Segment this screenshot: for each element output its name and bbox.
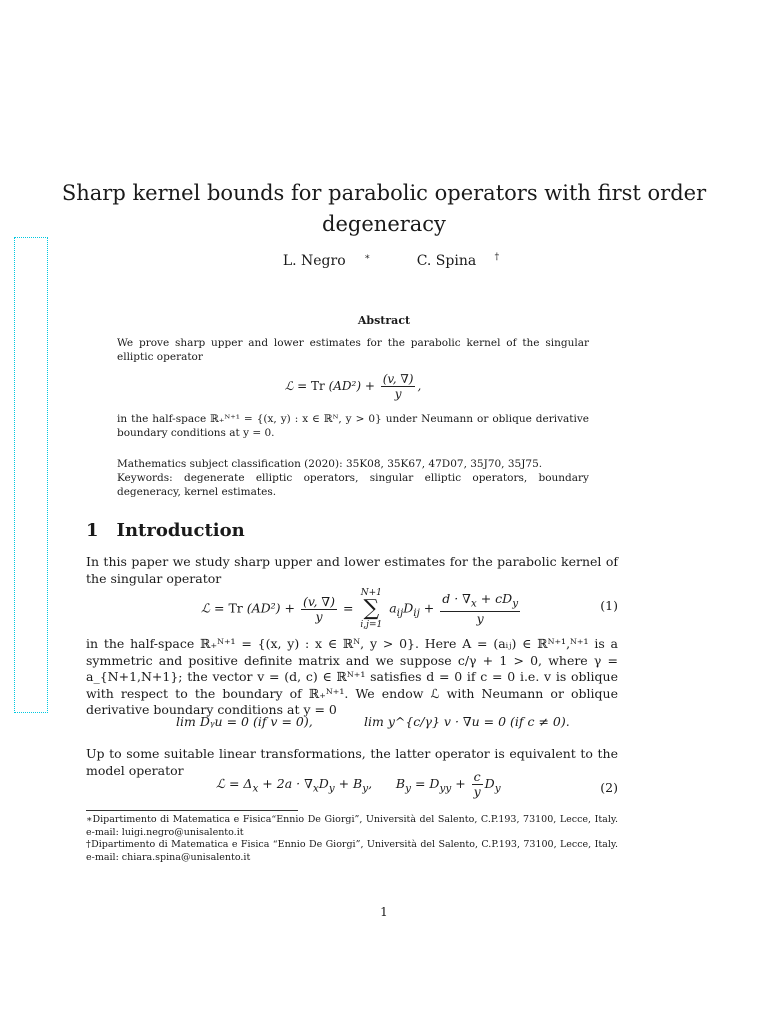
section-number: 1: [86, 520, 99, 541]
paper-title: Sharp kernel bounds for parabolic operators with first order degeneracy: [61, 181, 707, 236]
footnote-2: †Dipartimento di Matematica e Fisica “Ennio De Giorgi”, Università del Salento, C.P.193, 73100, Lecce, Italy. e-mail: chiara.spina@unisalento.it: [86, 839, 618, 863]
abstract-paragraph-1: We prove sharp upper and lower estimates for the parabolic kernel of the singular elliptic operator: [117, 337, 589, 363]
section-heading: [86, 520, 245, 541]
footnote-1: ∗Dipartimento di Matematica e Fisica“Ennio De Giorgi”, Università del Salento, C.P.193, 73100, Lecce, Italy. e-mail: luigi.negro@unisalento.it: [86, 814, 618, 838]
intro-paragraph-1: In this paper we study sharp upper and lower estimates for the parabolic kernel of the singular operator: [86, 554, 618, 586]
keywords-line: Keywords: degenerate elliptic operators, singular elliptic operators, boundary degeneracy, kernel estimates.: [117, 472, 589, 498]
abstract-paragraph-2: in the half-space ℝ₊ᴺ⁺¹ = {(x, y) : x ∈ ℝᴺ, y > 0} under Neumann or oblique derivative boundary conditions at y = 0.: [117, 413, 589, 439]
abstract-equation: ℒ = Tr (AD²) + $\frac{(v, \nabla)}{y}$ ,: [284, 372, 422, 401]
equation-2: ℒ = $\Delta_x + 2a \cdot \nabla_xD_y + B_y$, $B_y = D_{yy}$ + $\frac{c}{y}$ $D_y$ (2): [216, 769, 618, 799]
section-title: Introduction: [116, 520, 245, 541]
equation-1-number: (1): [600, 598, 618, 613]
bc-neumann: lim Dᵧu = 0 (if v = 0),: [176, 714, 313, 729]
footnote-rule: [86, 810, 298, 811]
boundary-conditions: [86, 714, 618, 738]
margin-dotted-marker: [14, 237, 48, 713]
author-1: L. Negro ∗: [282, 252, 371, 269]
intro-paragraph-3: Up to some suitable linear transformations, the latter operator is equivalent to the model operator: [86, 746, 618, 778]
abstract-heading: Abstract: [357, 314, 411, 327]
equation-1: ℒ = Tr (AD²) + $\frac{(v, \nabla)}{y}$ = N+1 ∑ i,j=1 $a_{ij}D_{ij}$ + $\frac{d \cdot \nabla_x + cD_y}{y}$ (1): [201, 588, 618, 630]
intro-paragraph-2: in the half-space ℝ₊ᴺ⁺¹ = {(x, y) : x ∈ ℝᴺ, y > 0}. Here A = (aᵢⱼ) ∈ ℝᴺ⁺¹,ᴺ⁺¹ is a symmetric and positive definite matrix and we suppose c/γ + 1 > 0, where γ = a_{N+1,N+1}; the vector v = (d, c) ∈ ℝᴺ⁺¹ satisfies d = 0 if c = 0 i.e. v is oblique with respect to the boundary of ℝ₊ᴺ⁺¹. We endow ℒ with Neumann or oblique derivative boundary conditions at y = 0: [86, 636, 618, 717]
equation-2-number: (2): [600, 780, 618, 795]
author-list: [0, 252, 768, 269]
author-2: C. Spina †: [416, 252, 500, 269]
page-number: 1: [380, 905, 388, 919]
bc-oblique: lim y^{c/γ} v · ∇u = 0 (if c ≠ 0).: [364, 714, 570, 729]
msc-line: Mathematics subject classification (2020): 35K08, 35K67, 47D07, 35J70, 35J75.: [117, 458, 543, 470]
